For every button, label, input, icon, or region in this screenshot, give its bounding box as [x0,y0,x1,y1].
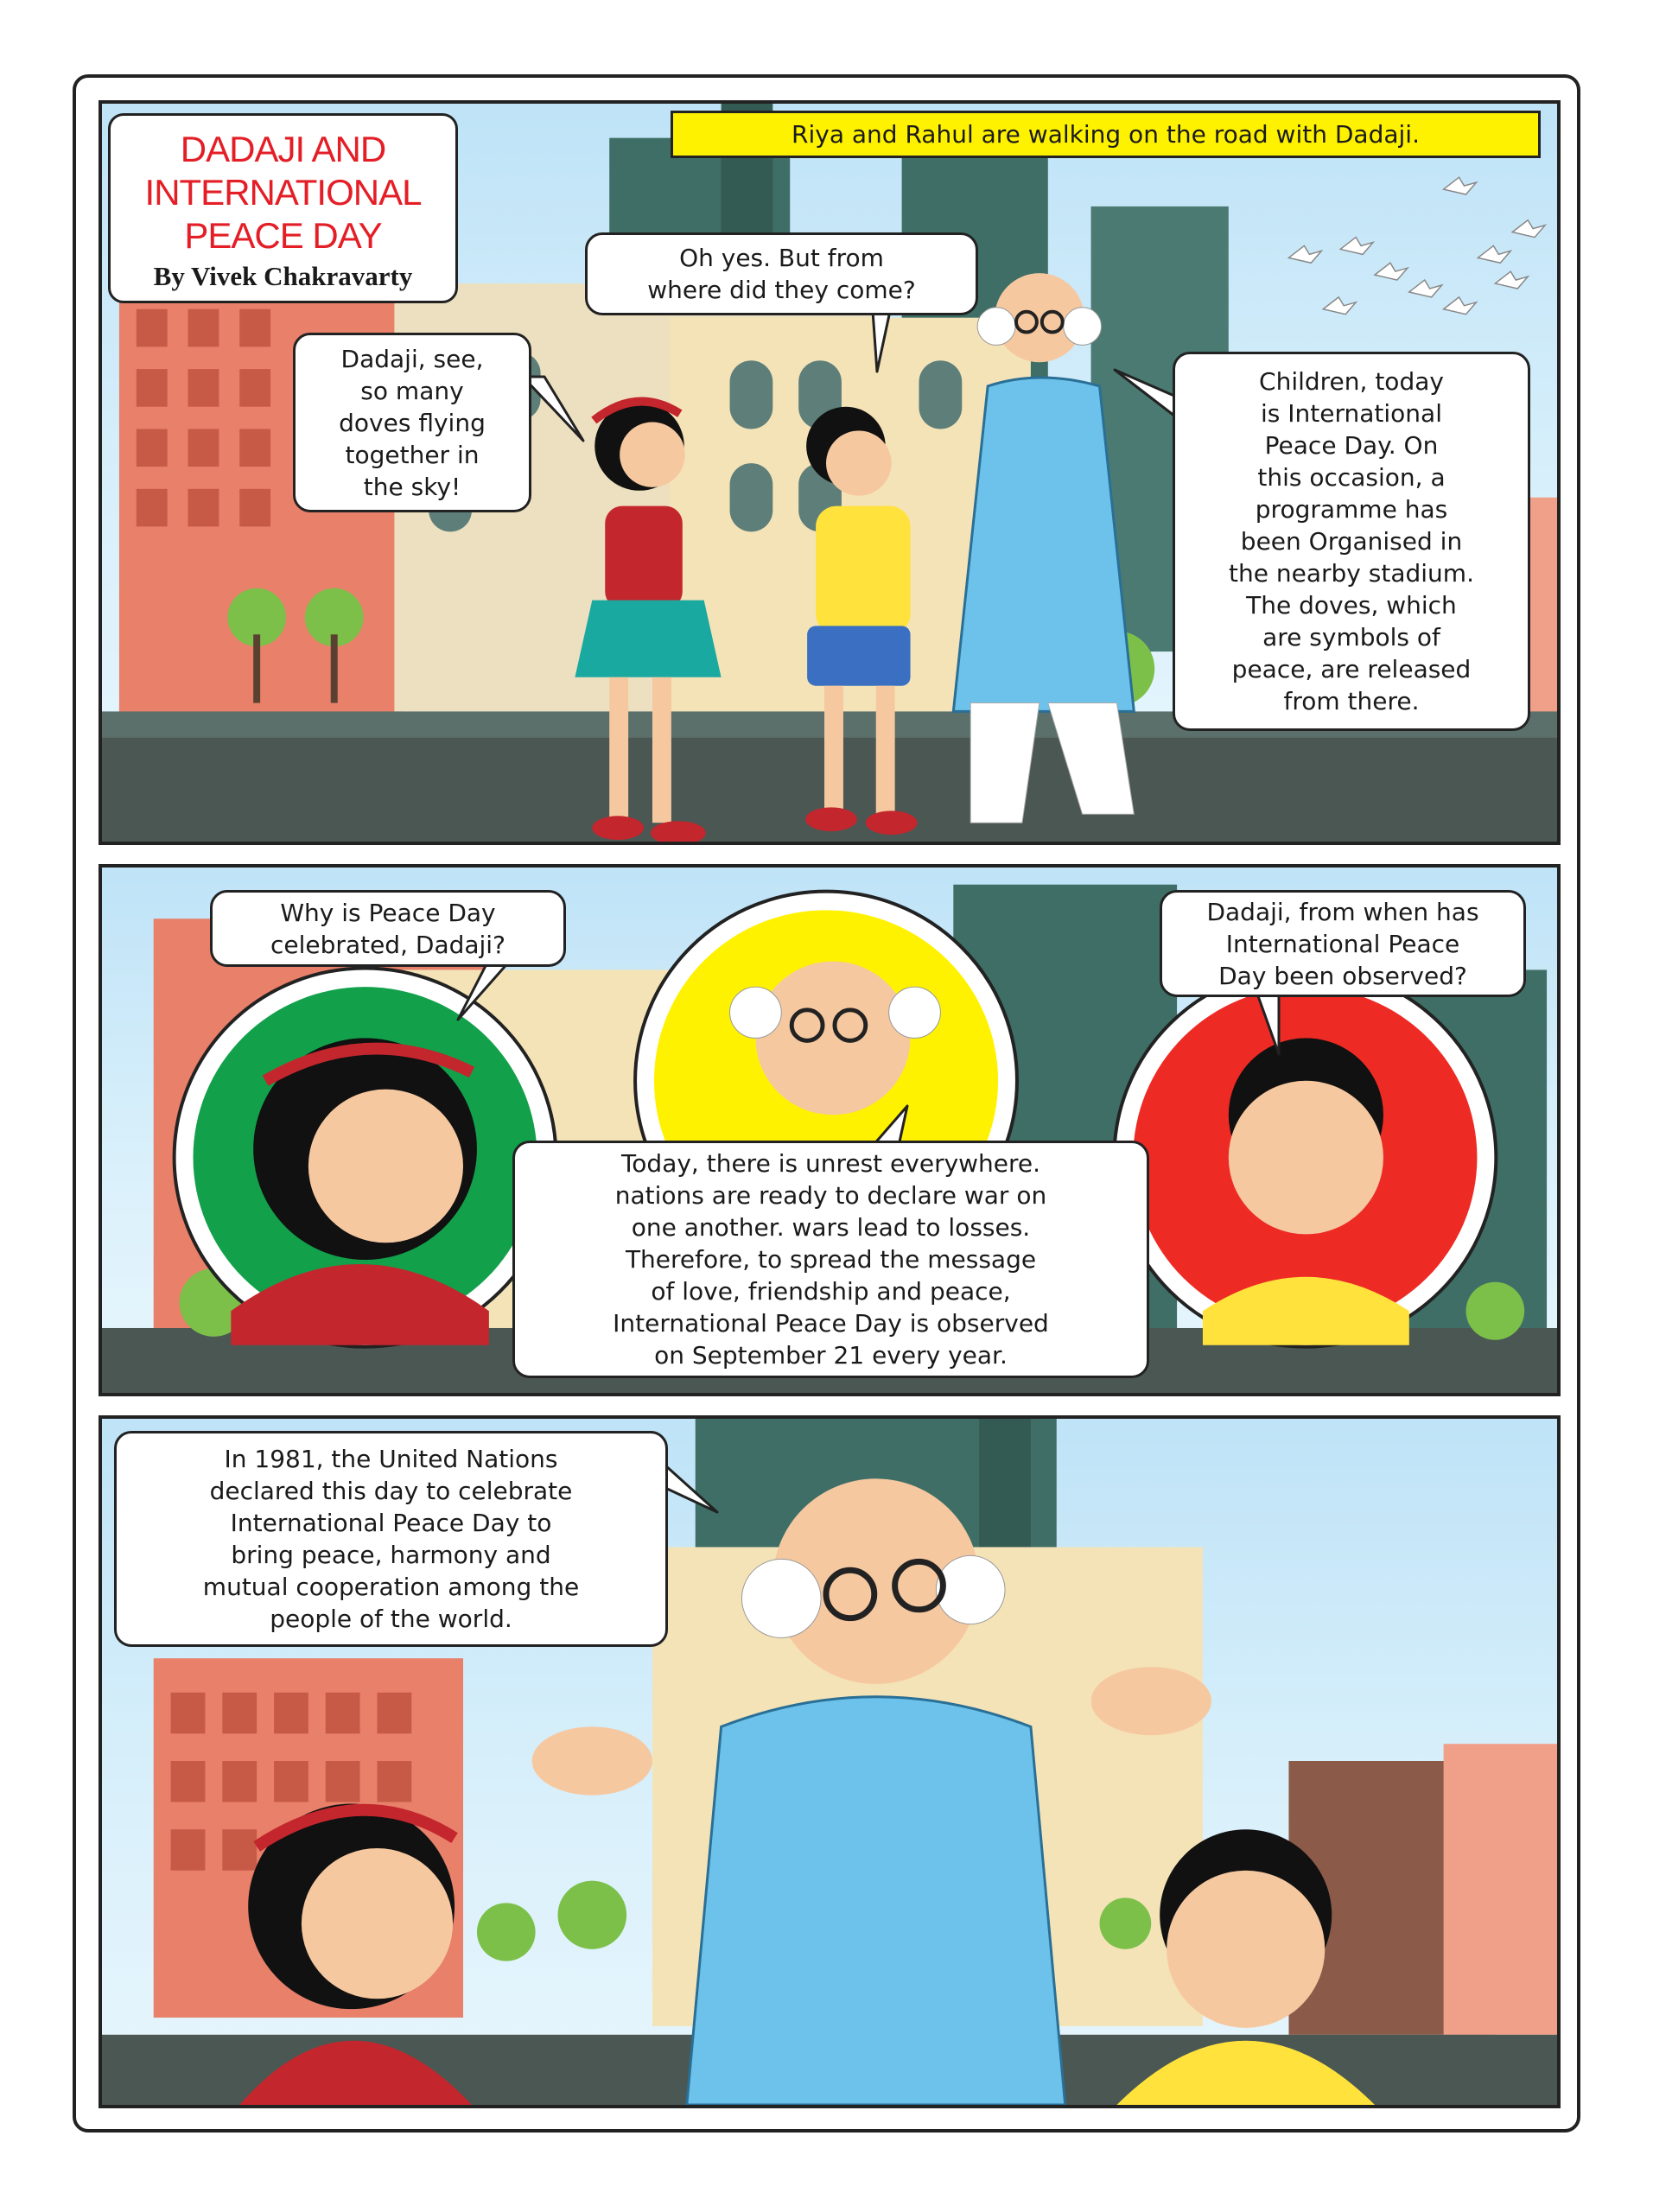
dadaji-speech-bubble: Today, there is unrest everywhere. nations are ready to declare war on one another. wars lead to losses. Therefore, to spread the message of love, friendship and peace, International Peace Day is observed on September 21 every year. [512,1141,1149,1378]
rahul-speech-bubble: Oh yes. But from where did they come? [585,232,978,315]
riya-portrait [175,968,556,1346]
rahul-portrait [1114,968,1496,1346]
comic-title: DADAJI AND INTERNATIONAL PEACE DAY [144,129,422,256]
author-byline: By Vivek Chakravarty [153,261,413,291]
title-box [108,113,458,303]
dadaji-speech-bubble: In 1981, the United Nations declared this day to celebrate International Peace Day to bring peace, harmony and mutual cooperation among the people of the world. [114,1431,668,1647]
riya-speech-bubble: Why is Peace Day celebrated, Dadaji? [210,890,566,967]
dadaji-speech-bubble: Children, today is International Peace Day. On this occasion, a programme has been Organised in the nearby stadium. The doves, which are symbols of peace, are released from there. [1173,352,1530,731]
narration-caption: Riya and Rahul are walking on the road with Dadaji. [671,111,1541,158]
riya-speech-bubble: Dadaji, see, so many doves flying together in the sky! [293,333,531,512]
rahul-speech-bubble: Dadaji, from when has International Peace Day been observed? [1160,890,1526,997]
